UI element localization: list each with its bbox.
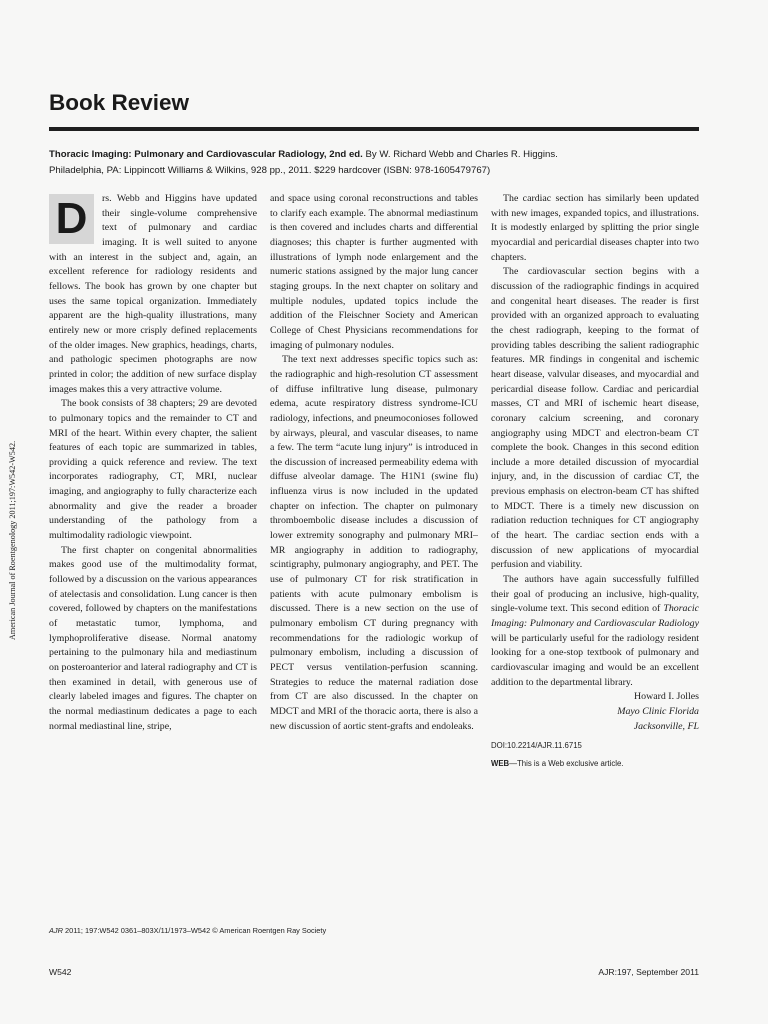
citation-text: 2011; 197:W542 0361–803X/11/1973–W542 © American Roentgen Ray Society — [62, 926, 327, 935]
paragraph: and space using coronal reconstructions and tables to clarify each example. The abnormal mediastinum is then covered and includes charts and differential diagnoses; this chapter is further augmented with illustrations of lymph node enlargement and the numeric stations assigned by the major lung cancer staging groups. In the next chapter on solitary and multiple nodules, updated topics include the addition of the Fleischner Society and American College of Chest Physicians recommendations for imaging of pulmonary nodules. — [270, 193, 478, 351]
web-note — [491, 758, 699, 770]
column-3 — [491, 192, 699, 770]
reviewer-affiliation: Mayo Clinic Florida — [617, 705, 699, 717]
book-publisher: Philadelphia, PA: Lippincott Williams & Wilkins, 928 pp., 2011. $229 hardcover (ISBN: 978-1605479767) — [49, 165, 491, 176]
paragraph — [49, 192, 257, 397]
doi: DOI:10.2214/AJR.11.6715 — [491, 741, 582, 751]
book-authors: By W. Richard Webb and Charles R. Higgins. — [365, 149, 558, 160]
paragraph-text: The authors have again successfully fulfilled their goal of producing an inclusive, high-quality, single-volume text. This second edition of — [491, 574, 699, 615]
paragraph: The first chapter on congenital abnormalities makes good use of the multimodality format, followed by a discussion on the various appearances of atelectasis and consolidation. Lung cancer is then covered, followed by chapters on the manifestations of metastatic tumor, lymphoma, and lymphoproliferative disease. Normal anatomy pertaining to the pulmonary hila and mediastinum on posteroanterior and lateral radiography and CT is then examined in detail, with generous use of clearly labeled images and figures. The chapter on the normal mediastinum dedicates a page to each normal mediastinal line, stripe, — [49, 544, 257, 732]
title-rule — [49, 127, 699, 131]
paragraph-text: will be particularly useful for the radiology resident looking for a one-stop textbook of pulmonary and cardiovascular imaging and would be an excellent addition to the departmental library. — [491, 632, 699, 688]
book-citation — [49, 147, 699, 179]
citation-footnote — [49, 926, 326, 935]
column-1 — [49, 192, 257, 734]
paragraph: The cardiac section has similarly been updated with new images, expanded topics, and illustrations. It is modestly enlarged by splitting the prior single myocardial and pericardial diseases chapter into two chapters. — [491, 193, 699, 263]
journal-sidebar: American Journal of Roentgenology 2011;197:W542-W542. — [8, 440, 17, 640]
paragraph-text: rs. Webb and Higgins have updated their single-volume comprehensive text of pulmonary and cardiac imaging. It is well suited to anyone with an interest in the subject and, again, an excellent reference for radiology residents and fellows. The book has grown by one chapter but uses the same topical organization. Immediately apparent are the high-quality illustrations, many entirely new or more crisply defined replacements of the older images. New graphics, headings, charts, and pathologic specimen photographs are now printed in color; the addition of new surface display images makes this a very attractive volume. — [49, 193, 257, 395]
book-title: Thoracic Imaging: Pulmonary and Cardiovascular Radiology, 2nd ed. — [49, 149, 363, 160]
reviewer-name: Howard I. Jolles — [634, 691, 699, 703]
column-2 — [270, 192, 478, 734]
section-title: Book Review — [49, 90, 190, 115]
drop-cap: D — [49, 194, 94, 244]
journal-abbrev: AJR — [49, 926, 63, 935]
web-text: —This is a Web exclusive article. — [509, 759, 624, 769]
paragraph: The book consists of 38 chapters; 29 are devoted to pulmonary topics and the remainder to CT and MRI of the heart. Within every chapter, the salient features of each topic are summarized in tables, providing a quick reference and review. The text incorporates radiography, CT, MRI, nuclear imaging, and angiography to fully characterize each abnormality and give the reader a broader understanding of the pathology from a multimodality radiologic viewpoint. — [49, 398, 257, 542]
web-label: WEB — [491, 759, 510, 769]
reviewer-location: Jacksonville, FL — [633, 720, 699, 732]
page-number: W542 — [49, 967, 72, 977]
paragraph: The cardiovascular section begins with a discussion of the radiographic findings in acquired and congenital heart diseases. The reader is first provided with an organized approach to evaluating the chest radiograph, keeping to the format of providing tables describing the salient radiographic features. MR findings in congenital and ischemic heart disease, valvular diseases, and myocardial and pericardial disease follow. Cardiac and pericardial masses, CT and MRI of ischemic heart disease, coronary calcium screening, and coronary angiography using MDCT and electron-beam CT complete the book. Changes in this second edition include a more detailed discussion of myocardial injury, and, in the discussion of cardiac CT, the previous emphasis on electron-beam CT has shifted to MDCT. There is a timely new discussion on radiation reduction techniques for CT angiography of the heart. The cardiac section ends with a discussion of new applications of myocardial perfusion and viability. — [491, 266, 699, 571]
paragraph — [491, 573, 699, 690]
issue-info: AJR:197, September 2011 — [598, 967, 699, 977]
paragraph: The text next addresses specific topics such as: the radiographic and high-resolution CT assessment of diffuse infiltrative lung disease, pulmonary edema, acute respiratory distress syndrome-ICU radiology, infections, and pneumoconioses followed by airways, pleural, and vascular diseases, to name a few. The term “acute lung injury” is introduced in the discussion of increased permeability edema with diffuse alveolar damage. The H1N1 (swine flu) influenza virus is now included in the updated chapter on infection. The chapter on pulmonary thromboembolic disease includes a discussion of lower extremity sonography and pulmonary MRI–MR angiography in addition to radiography, scintigraphy, pulmonary angiography, and PET. The use of pulmonary CT for risk stratification in patients with acute pulmonary embolism is discussed. There is a new section on the use of pulmonary embolism CT during pregnancy with recommendations for the radiologic workup of pulmonary embolism, including a discussion of PECT versus ventilation-perfusion scanning. Strategies to reduce the maternal radiation dose from CT are also discussed. In the chapter on MDCT and MRI of the thoracic aorta, there is also a new discussion of aortic stent-grafts and endoleaks. — [270, 354, 478, 732]
book-title-italic: Thoracic Imaging: Pulmonary and Cardiovascular Radiology — [491, 603, 699, 630]
